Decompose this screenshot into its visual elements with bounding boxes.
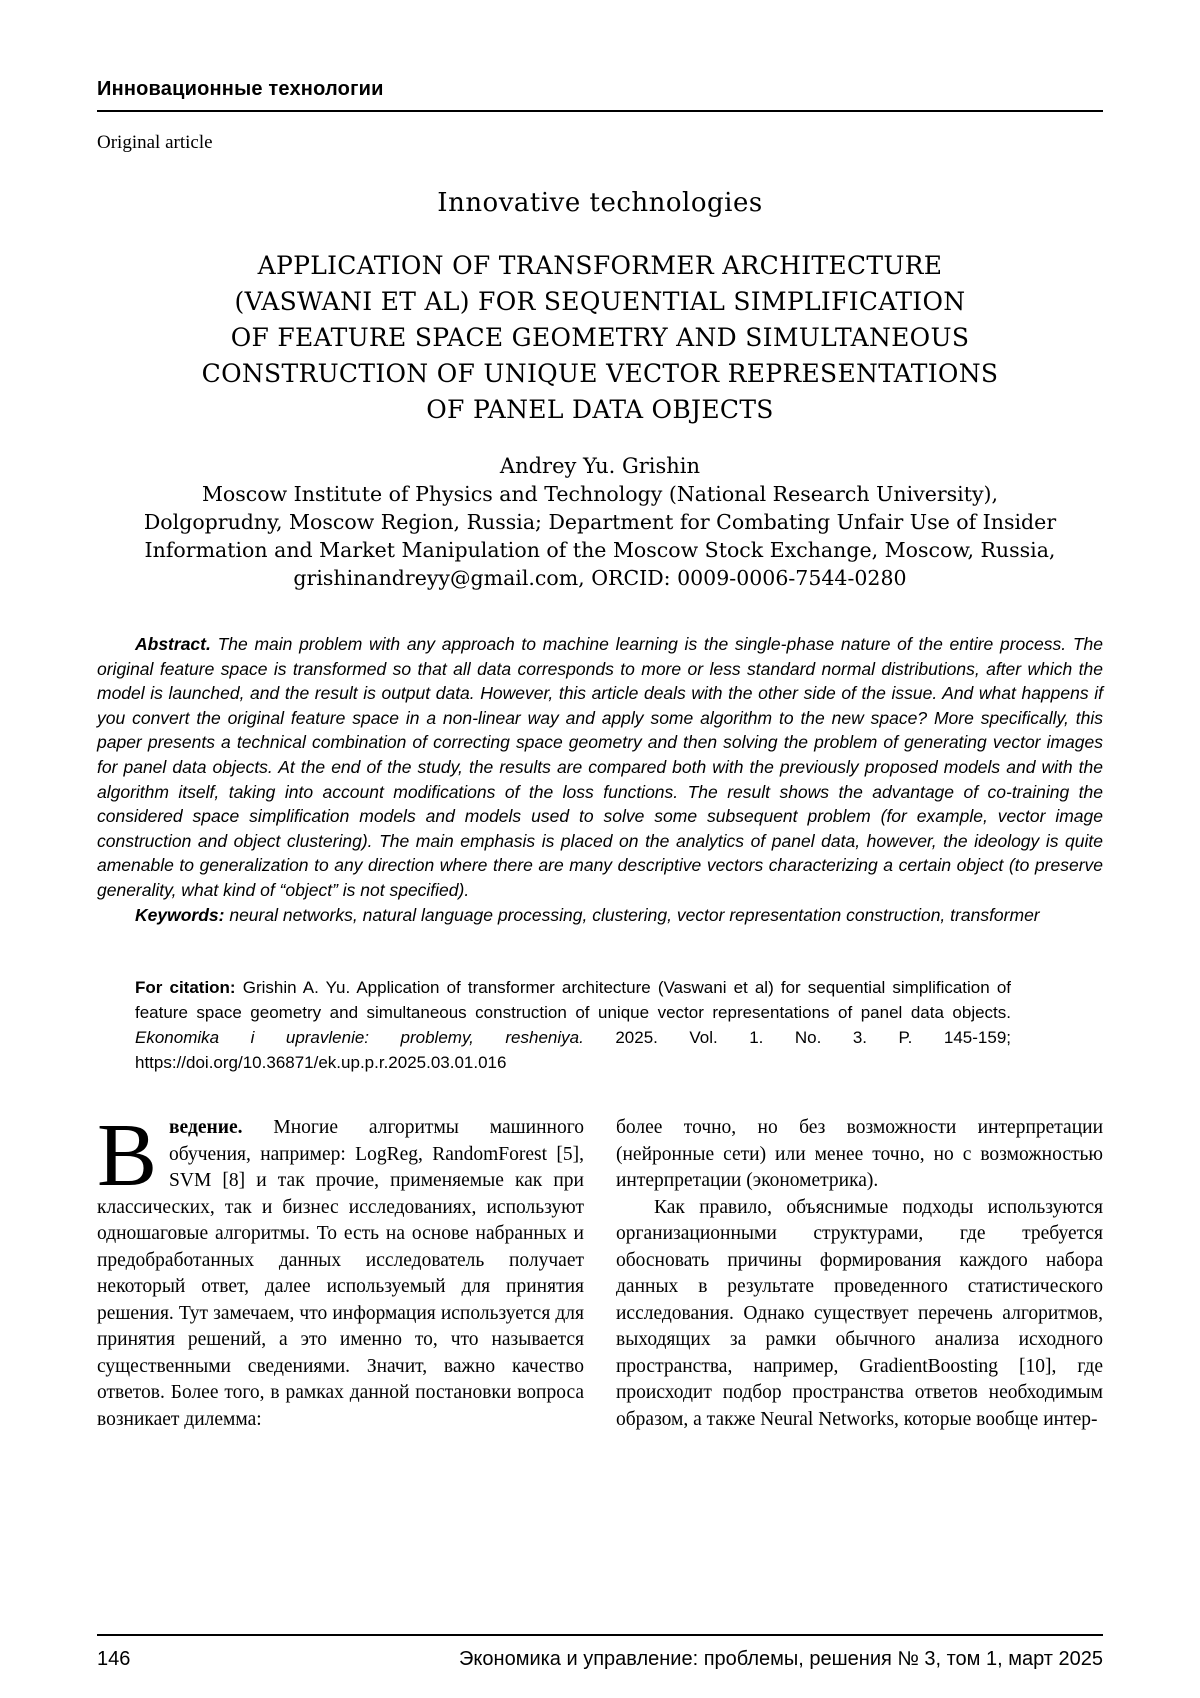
author-contact-line: grishinandreyy@gmail.com, ORCID: 0009-0006-7544-0280 (293, 566, 907, 590)
title-line: (VASWANI ET AL) FOR SEQUENTIAL SIMPLIFICATION (234, 287, 966, 316)
citation-doi-text: 2025. Vol. 1. No. 3. P. 145-159; https://doi.org/10.36871/ek.up.p.r.2025.03.01.016 (135, 1028, 1011, 1073)
intro-text: Многие алгоритмы машинного обучения, например: LogReg, RandomForest [5], SVM [8] и так прочие, применяемые как при классических, так и бизнес исследованиях, используют одношаговые алгоритмы. То есть на основе набранных и предобработанных данных исследователь получает некоторый ответ, далее используемый для принятия решения. Тут замечаем, что информация используется для принятия решений, а это именно то, что называется существенными сведениями. Значит, важно качество ответов. Более того, в рамках данной постановки вопроса возникает дилемма: (97, 1117, 585, 1430)
abstract-text: The main problem with any approach to machine learning is the single-phase nature of the entire process. The original feature space is transformed so that all data corresponds to more or less standard normal distributions, after which the model is launched, and the result is output data. However, this article deals with the other side of the issue. And what happens if you convert the original feature space in a non-linear way and apply some algorithm to the new space? More specifically, this paper presents a technical combination of correcting space geometry and then solving the problem of generating vector images for panel data objects. At the end of the study, the results are compared both with the previously proposed models and with the algorithm itself, taking into account modifications of the loss functions. The result shows the advantage of co-training the considered space simplification models and models used to solve some subsequent problem (for example, vector image construction and object clustering). The main emphasis is placed on the analytics of panel data, however, the ideology is quite amenable to generalization to any direction where there are many descriptive vectors characterizing a certain object (to preserve generality, what kind of “object” is not specified). (97, 634, 1103, 900)
citation-text: Grishin A. Yu. Application of transformer architecture (Vaswani et al) for sequential simplification of feature space geometry and simultaneous construction of unique vector representations of panel data objects. (135, 978, 1011, 1023)
page-number: 146 (97, 1648, 131, 1670)
article-type-label: Original article (97, 132, 213, 153)
right-column (616, 1115, 1103, 1433)
intro-paragraph (97, 1106, 585, 1433)
abstract-label: Abstract. (135, 634, 211, 654)
body-paragraph-text: более точно, но без возможности интерпретации (нейронные сети) или менее точно, но с возможностью интерпретации (эконометрика). (616, 1117, 1103, 1192)
citation-journal-name: Ekonomika i upravlenie: problemy, resheniya. (135, 1028, 584, 1048)
citation-label: For citation: (135, 978, 236, 998)
affiliation-line: Information and Market Manipulation of the Moscow Stock Exchange, Moscow, Russia, (144, 538, 1056, 562)
intro-lead-word: ведение. (169, 1117, 243, 1139)
title-line: APPLICATION OF TRANSFORMER ARCHITECTURE (257, 251, 943, 280)
citation-block (135, 975, 1011, 1075)
keywords-text: neural networks, natural language processing, clustering, vector representation construction, transformer (229, 904, 1040, 925)
keywords-label: Keywords: (135, 904, 225, 925)
keywords-paragraph (97, 903, 1103, 928)
footer-journal-line: Экономика и управление: проблемы, решения № 3, том 1, март 2025 (459, 1648, 1103, 1670)
footer-row (97, 1648, 1103, 1671)
section-title: Innovative technologies (437, 188, 763, 218)
abstract-paragraph (97, 632, 1103, 903)
title-line: OF PANEL DATA OBJECTS (426, 395, 774, 424)
body-paragraph (616, 1115, 1103, 1195)
header-rule (97, 110, 1103, 112)
footer-rule (97, 1634, 1103, 1636)
title-line: CONSTRUCTION OF UNIQUE VECTOR REPRESENTATIONS (201, 359, 999, 388)
page-footer (97, 1634, 1103, 1671)
body-columns (97, 1106, 1103, 1433)
title-line: OF FEATURE SPACE GEOMETRY AND SIMULTANEOUS (230, 323, 970, 352)
body-paragraph-text: Как правило, объяснимые подходы используются организационными структурами, где требуется обосновать причины формирования каждого набора данных в результате проведенного статистического исследования. Однако существует перечень алгоритмов, выходящих за рамки обычного анализа исходного пространства, например, GradientBoosting [10], где происходит подбор пространства ответов необходимым образом, а также Neural Networks, которые вообще интер- (616, 1196, 1103, 1430)
article-title (97, 248, 1103, 428)
dropcap-letter: В (97, 1106, 158, 1206)
running-head: Инновационные технологии (97, 78, 384, 100)
affiliation (97, 480, 1103, 592)
author-name: Andrey Yu. Grishin (499, 454, 701, 478)
affiliation-line: Dolgoprudny, Moscow Region, Russia; Department for Combating Unfair Use of Insider (143, 510, 1057, 534)
body-paragraph (616, 1195, 1103, 1434)
left-column (97, 1106, 585, 1433)
affiliation-line: Moscow Institute of Physics and Technology (National Research University), (201, 482, 999, 506)
